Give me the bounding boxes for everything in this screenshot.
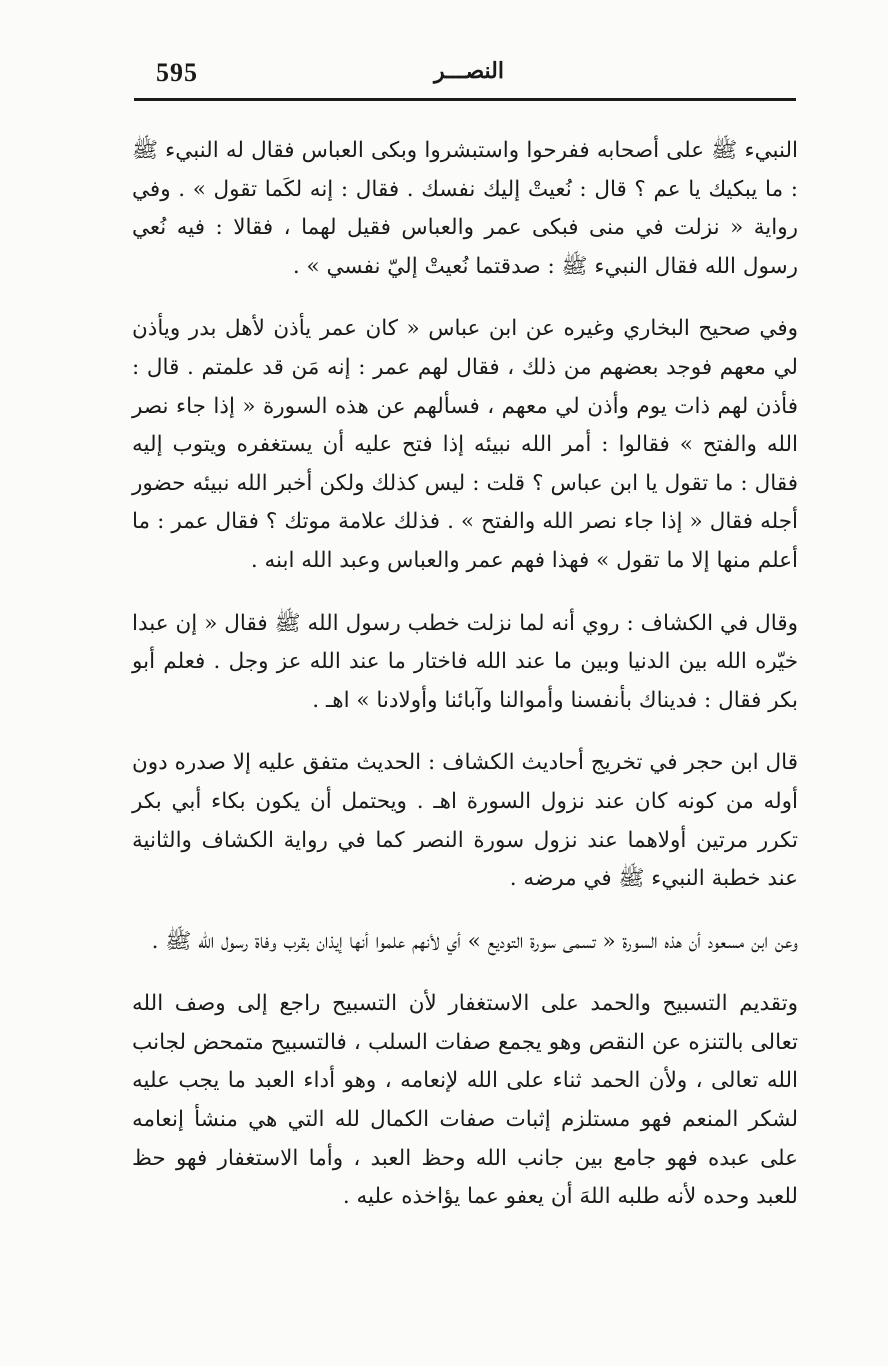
paragraph-5: وعن ابن مسعود أن هذه السورة « تسمى سورة التوديع » أي لأنهم علموا أنها إيذان بقرب وفاة رسول الله ﷺ . — [151, 928, 798, 954]
page-number: 595 — [156, 58, 198, 87]
running-title: النصـــر — [433, 58, 504, 84]
paragraph-3: وقال في الكشاف : روي أنه لما نزلت خطب رسول الله ﷺ فقال « إن عبدا خيّره الله بين الدنيا وبين ما عند الله فاختار ما عند الله عز وجل . فعلم أبو بكر فقال : فديناك بأنفسنا وأموالنا وآبائنا وأولادنا » اهـ . — [132, 610, 798, 713]
page-body — [132, 132, 798, 1241]
paragraph-1: النبيء ﷺ على أصحابه ففرحوا واستبشروا وبكى العباس فقال له النبيء ﷺ : ما يبكيك يا عم ؟ قال : نُعيتْ إليك نفسك . فقال : إنه لكَما تقول » . وفي رواية « نزلت في منى فبكى عمر والعباس فقيل لهما ، فقالا : فيه نُعي رسول الله فقال النبيء ﷺ : صدقتما نُعيتْ إليّ نفسي » . — [132, 138, 798, 279]
paragraph-4: قال ابن حجر في تخريج أحاديث الكشاف : الحديث متفق عليه إلا صدره دون أوله من كونه كان عند نزول السورة اهـ . ويحتمل أن يكون بكاء أبي بكر تكرر مرتين أولاهما عند نزول سورة النصر كما في رواية الكشاف والثانية عند خطبة النبيء ﷺ في مرضه . — [132, 750, 798, 892]
page-header — [134, 52, 796, 101]
paragraph-2: وفي صحيح البخاري وغيره عن ابن عباس « كان عمر يأذن لأهل بدر ويأذن لي معهم فوجد بعضهم من ذلك ، فقال لهم عمر : إنه مَن قد علمتم . قال : فأذن لهم ذات يوم وأذن لي معهم ، فسألهم عن هذه السورة « إذا جاء نصر الله والفتح » فقالوا : أمر الله نبيئه إذا فتح عليه أن يستغفره ويتوب إليه فقال : ما تقول يا ابن عباس ؟ قلت : ليس كذلك ولكن أخبر الله نبيئه حضور أجله فقال « إذا جاء نصر الله والفتح » . فذلك علامة موتك ؟ فقال عمر : ما أعلم منها إلا ما تقول » فهذا فهم عمر والعباس وعبد الله ابنه . — [132, 316, 798, 573]
paragraph-6: وتقديم التسبيح والحمد على الاستغفار لأن التسبيح راجع إلى وصف الله تعالى بالتنزه عن النقص وهو يجمع صفات السلب ، فالتسبيح متمحض لجانب الله تعالى ، ولأن الحمد ثناء على الله لإنعامه ، وهو أداء العبد ما يجب عليه لشكر المنعم فهو مستلزم إثبات صفات الكمال لله التي هي منشأ إنعامه على عبده فهو جامع بين جانب الله وحظ العبد ، وأما الاستغفار فهو حظ للعبد وحده لأنه طلبه اللهَ أن يعفو عما يؤاخذه عليه . — [132, 991, 798, 1210]
